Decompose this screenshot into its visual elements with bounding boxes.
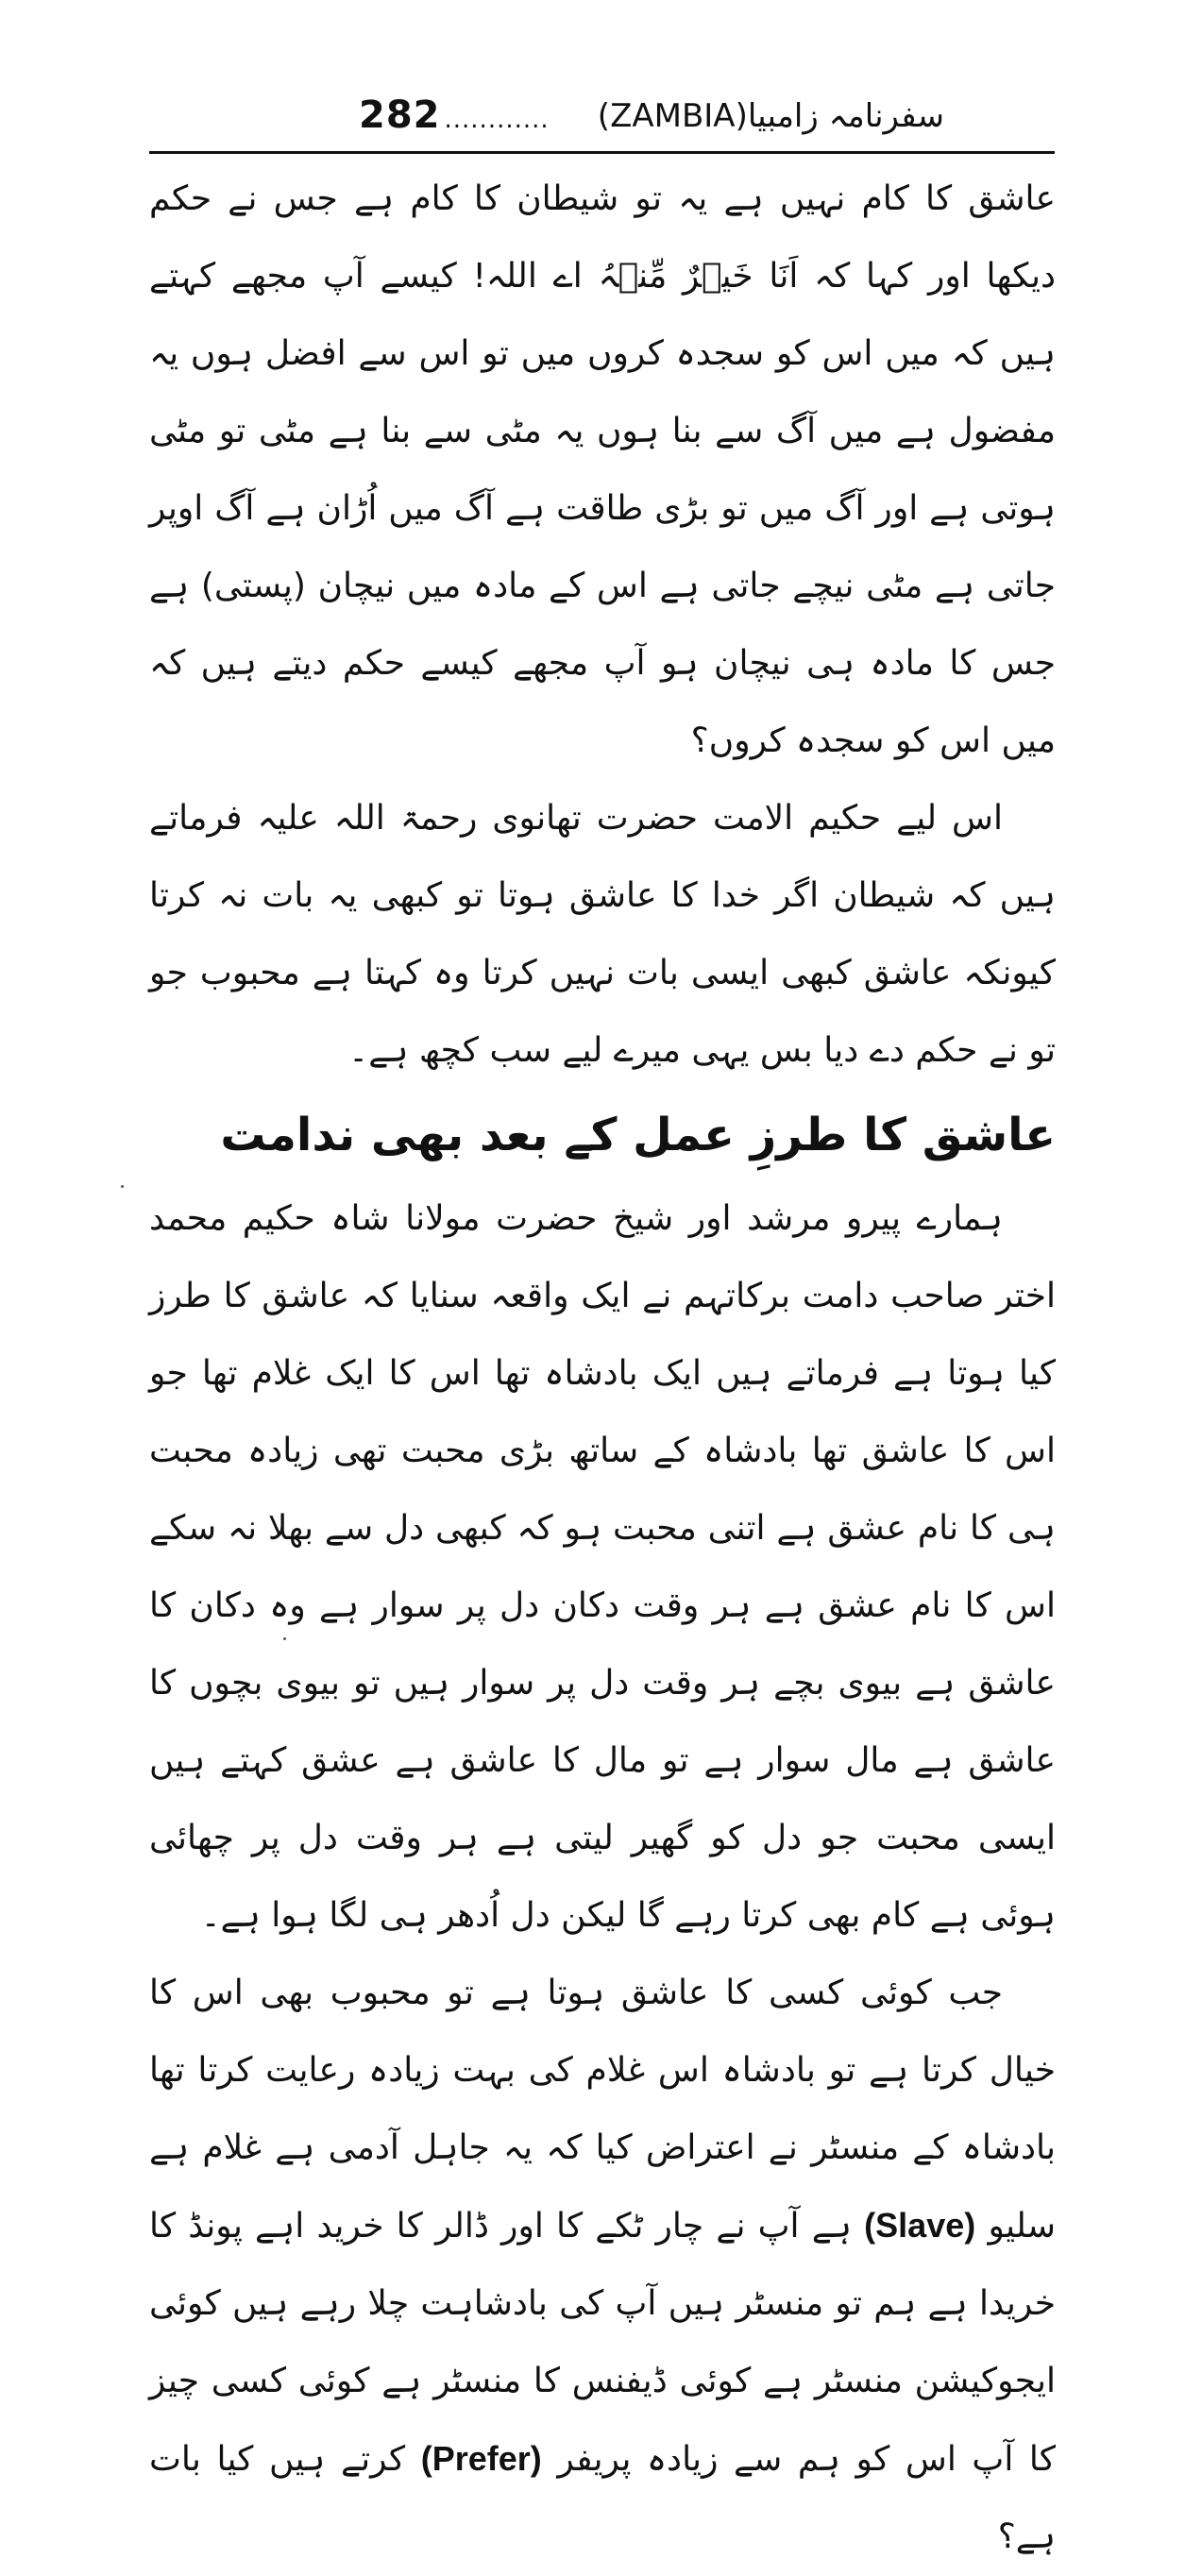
running-header: [359, 87, 944, 144]
prefer-word: (Prefer): [420, 2439, 542, 2478]
page-number: 282: [359, 93, 441, 137]
paragraph-4-part-3: کرتے ہیں کیا بات ہے؟: [149, 2440, 1056, 2556]
paragraph-4: [149, 1955, 1056, 2576]
paragraph-1: عاشق کا کام نہیں ہے یہ تو شیطان کا کام ہے جس نے حکم دیکھا اور کہا کہ اَنَا خَیۡرٌ مِّنۡہُ اے اللہ! کیسے آپ مجھے کہتے ہیں کہ میں اس کو سجدہ کروں میں تو اس سے افضل ہوں یہ مفضول ہے میں آگ سے بنا ہوں یہ مٹی سے بنا ہے مٹی تو مٹی ہوتی ہے اور آگ میں تو بڑی طاقت ہے آگ میں اُڑان ہے آگ اوپر جاتی ہے مٹی نیچے جاتی ہے اس کے مادہ میں نیچان (پستی) ہے جس کا مادہ ہی نیچان ہو آپ مجھے کیسے حکم دیتے ہیں کہ میں اس کو سجدہ کروں؟: [149, 179, 1056, 760]
paragraph-2: اس لیے حکیم الامت حضرت تھانوی رحمۃ اللہ علیہ فرماتے ہیں کہ شیطان اگر خدا کا عاشق ہوتا تو کبھی یہ بات نہ کرتا کیونکہ عاشق کبھی ایسی بات نہیں کرتا وہ کہتا ہے محبوب جو تو نے حکم دے دیا بس یہی میرے لیے سب کچھ ہے۔: [149, 799, 1056, 1070]
running-title: سفرنامہ زامبیا(ZAMBIA): [597, 96, 944, 135]
scan-speck: [283, 1637, 286, 1640]
leader-dots: ............: [444, 106, 550, 134]
slave-word: (Slave): [864, 2206, 976, 2245]
header-rule: [149, 151, 1055, 154]
page-number-group: [359, 93, 550, 137]
paragraph-3: ہمارے پیرو مرشد اور شیخ حضرت مولانا شاہ حکیم محمد اختر صاحب دامت برکاتہم نے ایک واقعہ سنایا کہ عاشق کا طرز کیا ہوتا ہے فرماتے ہیں ایک بادشاہ تھا اس کا ایک غلام تھا جو اس کا عاشق تھا بادشاہ کے ساتھ بڑی محبت تھی زیادہ محبت ہی کا نام عشق ہے اتنی محبت ہو کہ کبھی دل سے بھلا نہ سکے اس کا نام عشق ہے ہر وقت دکان دل پر سوار ہے وہ دکان کا عاشق ہے بیوی بچے ہر وقت دل پر سوار ہیں تو بیوی بچوں کا عاشق ہے مال سوار ہے تو مال کا عاشق ہے عشق کہتے ہیں ایسی محبت جو دل کو گھیر لیتی ہے ہر وقت دل پر چھائی ہوئی ہے کام بھی کرتا رہے گا لیکن دل اُدھر ہی لگا ہوا ہے۔: [149, 1199, 1056, 1935]
paragraph-4-part-2: ہے آپ نے چار ٹکے کا اور ڈالر کا خرید اہے پونڈ کا خریدا ہے ہم تو منسٹر ہیں آپ کی بادشاہت چلا رہے ہیں کوئی ایجوکیشن منسٹر ہے کوئی ڈیفنس کا منسٹر ہے کوئی کسی چیز کا آپ اس کو ہم سے زیادہ پریفر: [149, 2207, 1057, 2479]
page-body: [149, 161, 1056, 2576]
section-heading: عاشق کا طرزِ عمل کے بعد بھی ندامت: [220, 1109, 1056, 1161]
paragraph-4-part-1: جب کوئی کسی کا عاشق ہوتا ہے تو محبوب بھی اس کا خیال کرتا ہے تو بادشاہ اس غلام کی بہت زیادہ رعایت کرتا تھا بادشاہ کے منسٹر نے اعتراض کیا کہ یہ جاہل آدمی ہے غلام ہے سلیو: [149, 1974, 1056, 2246]
scan-speck: [121, 1185, 124, 1188]
